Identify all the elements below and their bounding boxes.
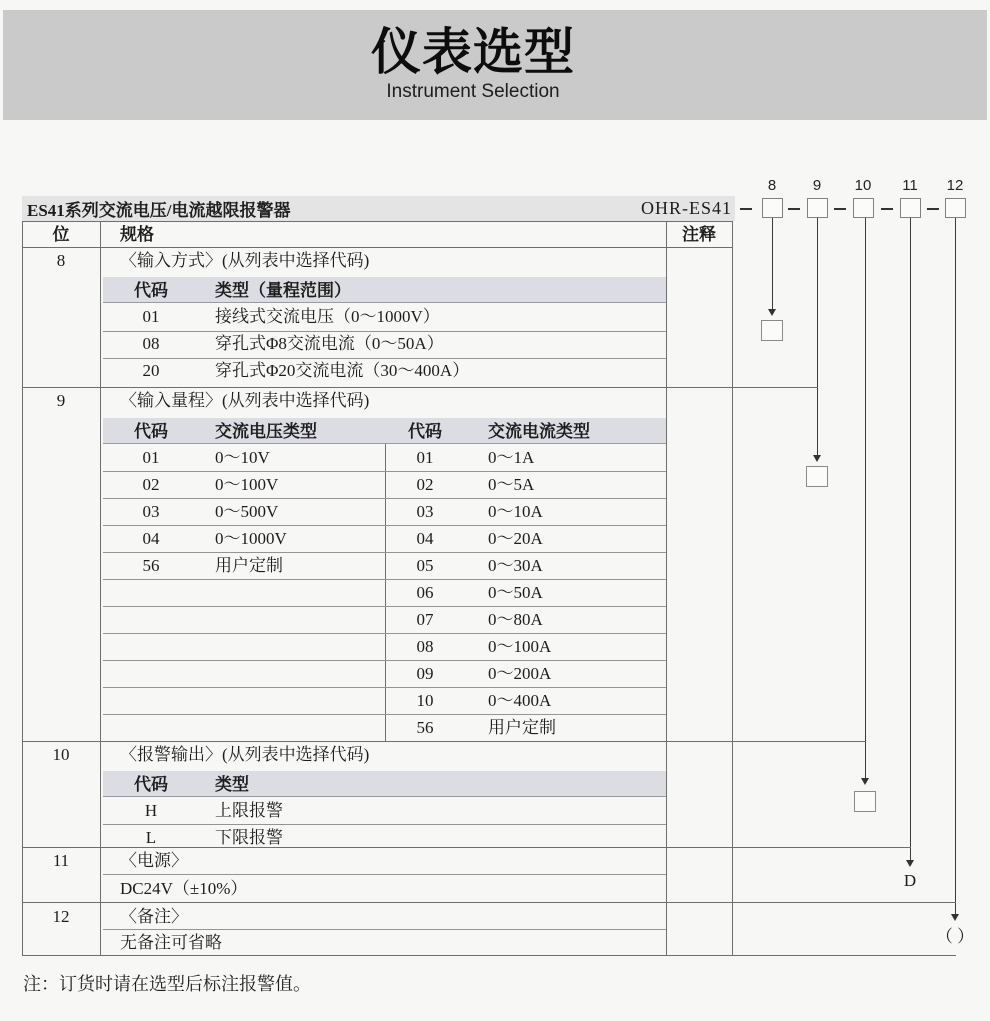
code-dash — [927, 208, 939, 210]
digit-label-11: 11 — [902, 177, 918, 194]
option-code: H — [144, 801, 158, 820]
row10-position: 10 — [52, 745, 70, 764]
option-value: 0～20A — [488, 529, 543, 548]
option-code: 02 — [416, 475, 434, 494]
row12-position: 12 — [52, 907, 70, 926]
page-subtitle: Instrument Selection — [386, 81, 560, 102]
selection-box-9 — [806, 466, 828, 487]
subrow-line — [103, 929, 666, 930]
row8-subheader-type: 类型（量程范围） — [215, 281, 351, 300]
col-header-spec: 规格 — [120, 225, 154, 244]
row10-subheader-type: 类型 — [215, 775, 249, 794]
subrow-line — [103, 498, 666, 499]
code-dash — [788, 208, 800, 210]
option-value: 0～400A — [488, 691, 552, 710]
row9-left-subheader-code: 代码 — [134, 422, 168, 441]
selection-box-10 — [854, 791, 876, 812]
connector-line-12 — [955, 218, 956, 914]
option-code: 01 — [142, 448, 160, 467]
subrow-line — [103, 633, 666, 634]
option-code: L — [145, 828, 157, 847]
series-title-bar — [22, 196, 735, 221]
option-code: 09 — [416, 664, 434, 683]
fixed-code-12: （ ） — [935, 927, 975, 946]
row11-position: 11 — [52, 851, 70, 870]
row11-title: 〈电源〉 — [120, 851, 188, 870]
subrow-line — [103, 687, 666, 688]
row9-right-subheader-type: 交流电流类型 — [488, 422, 590, 441]
banner-inner — [3, 26, 943, 102]
row-border — [22, 902, 956, 903]
model-prefix: OHR-ES41 — [640, 198, 732, 218]
row9-position: 9 — [56, 391, 66, 410]
option-code: 05 — [416, 556, 434, 575]
row9-right-subheader-code: 代码 — [408, 422, 442, 441]
option-value: 0～50A — [488, 583, 543, 602]
selection-box-8 — [761, 320, 783, 341]
option-code: 08 — [142, 334, 160, 353]
option-value: 0～100V — [215, 475, 279, 494]
option-value: 下限报警 — [215, 828, 283, 847]
option-code: 04 — [416, 529, 434, 548]
code-dash — [834, 208, 846, 210]
row-border — [22, 221, 733, 222]
subrow-line — [103, 471, 666, 472]
subrow-line — [103, 714, 666, 715]
option-value: 用户定制 — [488, 718, 556, 737]
arrow-down-icon — [861, 778, 869, 785]
option-value: 0～100A — [488, 637, 552, 656]
connector-line-11 — [910, 218, 911, 860]
row8-position: 8 — [56, 251, 66, 270]
subrow-line — [103, 552, 666, 553]
row11-value: DC24V（±10%） — [120, 879, 248, 898]
option-value: 上限报警 — [215, 801, 283, 820]
option-value: 用户定制 — [215, 556, 283, 575]
row12-value: 无备注可省略 — [120, 933, 222, 952]
row9-left-subheader-type: 交流电压类型 — [215, 422, 317, 441]
code-dash — [881, 208, 893, 210]
row-border — [22, 741, 866, 742]
option-value: 0～5A — [488, 475, 535, 494]
subrow-line — [103, 331, 666, 332]
row-border — [22, 247, 733, 248]
option-code: 03 — [416, 502, 434, 521]
option-value: 穿孔式Φ20交流电流（30～400A） — [215, 361, 470, 380]
connector-line-8 — [772, 218, 773, 309]
subrow-line — [103, 660, 666, 661]
arrow-down-icon — [813, 455, 821, 462]
code-box-9 — [807, 198, 828, 218]
arrow-down-icon — [906, 860, 914, 867]
option-value: 0～1A — [488, 448, 535, 467]
col-header-note: 注释 — [682, 225, 716, 244]
subrow-line — [103, 525, 666, 526]
row-border — [22, 387, 818, 388]
code-box-10 — [853, 198, 874, 218]
subrow-line — [103, 358, 666, 359]
code-box-11 — [900, 198, 921, 218]
digit-label-9: 9 — [812, 177, 822, 194]
row9-title: 〈输入量程〉(从列表中选择代码) — [120, 391, 370, 410]
row8-subheader-code: 代码 — [134, 281, 168, 300]
option-code: 56 — [416, 718, 434, 737]
option-value: 0～30A — [488, 556, 543, 575]
option-code: 02 — [142, 475, 160, 494]
col-divider-position — [100, 221, 101, 955]
option-value: 0～10V — [215, 448, 270, 467]
subrow-line — [103, 579, 666, 580]
table-border-bottom — [22, 955, 956, 956]
option-code: 56 — [142, 556, 160, 575]
option-code: 01 — [416, 448, 434, 467]
option-value: 穿孔式Φ8交流电流（0～50A） — [215, 334, 444, 353]
option-value: 0～1000V — [215, 529, 287, 548]
option-value: 0～80A — [488, 610, 543, 629]
option-code: 07 — [416, 610, 434, 629]
digit-label-12: 12 — [946, 177, 964, 194]
row8-title: 〈输入方式〉(从列表中选择代码) — [120, 251, 370, 270]
option-value: 0～500V — [215, 502, 279, 521]
digit-label-8: 8 — [767, 177, 777, 194]
row10-subheader-code: 代码 — [134, 775, 168, 794]
code-box-12 — [945, 198, 966, 218]
series-title: ES41系列交流电压/电流越限报警器 — [27, 201, 291, 220]
arrow-down-icon — [951, 914, 959, 921]
subrow-line — [103, 606, 666, 607]
code-dash — [740, 208, 752, 210]
option-code: 08 — [416, 637, 434, 656]
row12-title: 〈备注〉 — [120, 907, 188, 926]
option-code: 04 — [142, 529, 160, 548]
connector-line-9 — [817, 218, 818, 455]
option-code: 01 — [142, 307, 160, 326]
page-banner — [3, 10, 987, 120]
digit-label-10: 10 — [854, 177, 872, 194]
page-title: 仪表选型 — [371, 24, 575, 80]
subrow-line — [103, 874, 666, 875]
option-value: 0～10A — [488, 502, 543, 521]
option-code: 20 — [142, 361, 160, 380]
option-code: 10 — [416, 691, 434, 710]
option-code: 06 — [416, 583, 434, 602]
arrow-down-icon — [768, 309, 776, 316]
option-code: 03 — [142, 502, 160, 521]
table-border-left — [22, 221, 23, 955]
col-divider-note — [666, 221, 667, 955]
subrow-line — [103, 824, 666, 825]
option-value: 接线式交流电压（0～1000V） — [215, 307, 440, 326]
table-border-right — [732, 221, 733, 955]
col-header-position: 位 — [52, 225, 70, 244]
option-value: 0～200A — [488, 664, 552, 683]
footnote: 注：订货时请在选型后标注报警值。 — [23, 974, 311, 994]
connector-line-10 — [865, 218, 866, 778]
fixed-code-11: D — [903, 871, 917, 890]
code-box-8 — [762, 198, 783, 218]
row10-title: 〈报警输出〉(从列表中选择代码) — [120, 745, 370, 764]
